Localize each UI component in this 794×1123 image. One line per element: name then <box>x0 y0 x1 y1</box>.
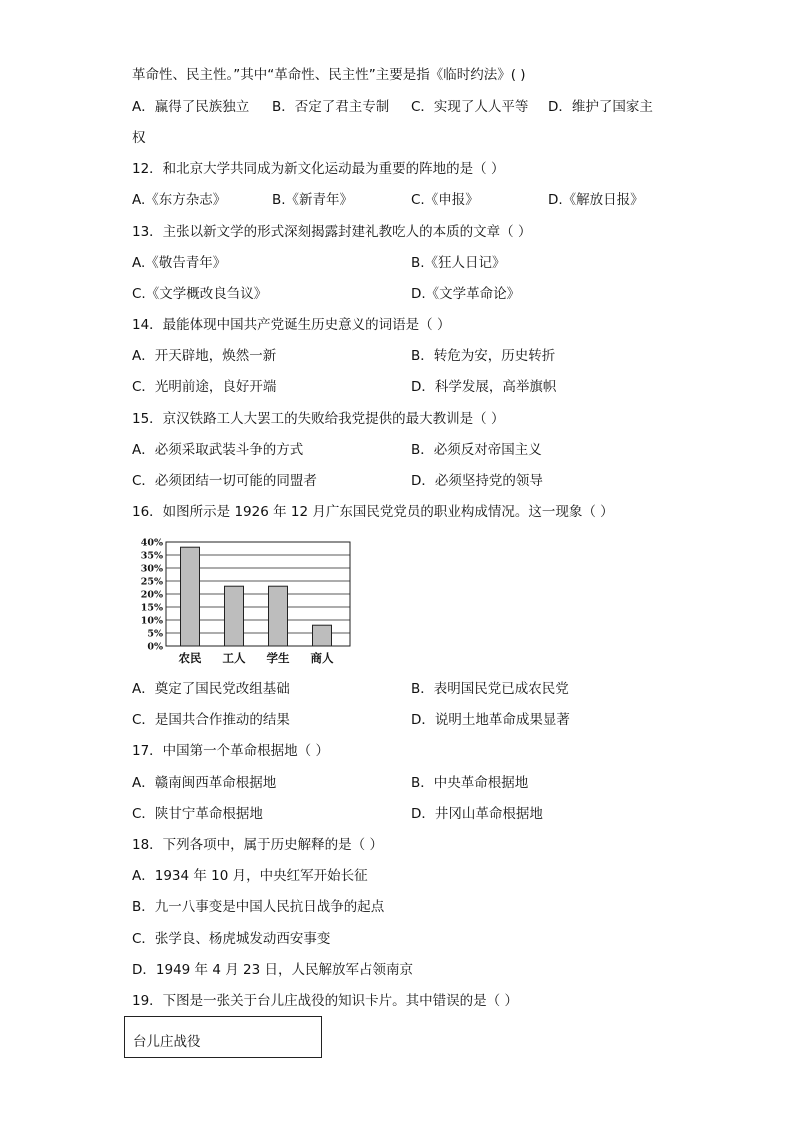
q15-option-d[interactable]: D．必须坚持党的领导 <box>411 473 543 489</box>
q12-option-a[interactable]: A.《东方杂志》 <box>132 192 227 208</box>
q12-stem: 12．和北京大学共同成为新文化运动最为重要的阵地的是（ ） <box>132 161 505 177</box>
chart-y-tick-label: 15% <box>140 602 163 614</box>
q16-option-d[interactable]: D．说明土地革命成果显著 <box>411 712 570 728</box>
q11-stem-tail: 革命性、民主性。”其中“革命性、民主性”主要是指《临时约法》( ) <box>132 67 526 83</box>
q17-option-a[interactable]: A．赣南闽西革命根据地 <box>132 775 277 791</box>
knowledge-card-title: 台儿庄战役 <box>133 1034 201 1050</box>
chart-x-tick-label: 商人 <box>310 651 334 665</box>
chart-y-tick-label: 10% <box>140 615 163 627</box>
q11-option-c[interactable]: C．实现了人人平等 <box>411 99 529 115</box>
chart-y-tick-label: 30% <box>140 563 163 575</box>
q12-option-b[interactable]: B.《新青年》 <box>272 192 354 208</box>
q16-option-a[interactable]: A．奠定了国民党改组基础 <box>132 681 290 697</box>
chart-y-tick-label: 5% <box>147 628 163 640</box>
q18-option-b[interactable]: B．九一八事变是中国人民抗日战争的起点 <box>132 899 385 915</box>
q11-option-d[interactable]: D．维护了国家主 <box>548 99 653 115</box>
q13-option-b[interactable]: B.《狂人日记》 <box>411 255 506 271</box>
q18-stem: 18．下列各项中，属于历史解释的是（ ） <box>132 837 383 853</box>
q14-option-d[interactable]: D．科学发展，高举旗帜 <box>411 379 557 395</box>
chart-y-tick-label: 35% <box>140 550 163 562</box>
q11-option-b[interactable]: B．否定了君主专制 <box>272 99 390 115</box>
q13-option-d[interactable]: D.《文学革命论》 <box>411 286 521 302</box>
q18-option-c[interactable]: C．张学良、杨虎城发动西安事变 <box>132 931 331 947</box>
q16-stem: 16．如图所示是 1926 年 12 月广东国民党党员的职业构成情况。这一现象（ ） <box>132 504 614 520</box>
q15-option-c[interactable]: C．必须团结一切可能的同盟者 <box>132 473 317 489</box>
q17-option-b[interactable]: B．中央革命根据地 <box>411 775 529 791</box>
q18-option-d[interactable]: D．1949 年 4 月 23 日，人民解放军占领南京 <box>132 962 413 978</box>
q13-stem: 13．主张以新文学的形式深刻揭露封建礼教吃人的本质的文章（ ） <box>132 224 532 240</box>
q14-stem: 14．最能体现中国共产党诞生历史意义的词语是（ ） <box>132 317 451 333</box>
chart-x-tick-label: 学生 <box>266 651 290 665</box>
chart-y-tick-label: 25% <box>140 576 163 588</box>
chart-x-tick-label: 农民 <box>178 651 202 665</box>
chart-bar-4 <box>313 625 332 646</box>
q15-option-a[interactable]: A．必须采取武装斗争的方式 <box>132 442 304 458</box>
chart-y-tick-label: 40% <box>140 537 163 549</box>
knowledge-card <box>124 1016 322 1058</box>
chart-bar-2 <box>225 586 244 646</box>
q17-stem: 17．中国第一个革命根据地（ ） <box>132 743 329 759</box>
q11-option-a[interactable]: A．赢得了民族独立 <box>132 99 250 115</box>
party-membership-bar-chart <box>128 536 360 666</box>
q11-option-d-continued: 权 <box>132 130 146 146</box>
q17-option-c[interactable]: C．陕甘宁革命根据地 <box>132 806 263 822</box>
q15-option-b[interactable]: B．必须反对帝国主义 <box>411 442 542 458</box>
q14-option-c[interactable]: C．光明前途，良好开端 <box>132 379 277 395</box>
chart-y-tick-label: 0% <box>147 641 163 653</box>
q15-stem: 15．京汉铁路工人大罢工的失败给我党提供的最大教训是（ ） <box>132 411 505 427</box>
q13-option-a[interactable]: A.《敬告青年》 <box>132 255 227 271</box>
q14-option-b[interactable]: B．转危为安，历史转折 <box>411 348 556 364</box>
q16-option-c[interactable]: C．是国共合作推动的结果 <box>132 712 290 728</box>
chart-bar-3 <box>269 586 288 646</box>
q12-option-c[interactable]: C.《申报》 <box>411 192 479 208</box>
q19-stem: 19．下图是一张关于台儿庄战役的知识卡片。其中错误的是（ ） <box>132 993 518 1009</box>
chart-y-tick-label: 20% <box>140 589 163 601</box>
q14-option-a[interactable]: A．开天辟地，焕然一新 <box>132 348 277 364</box>
q16-option-b[interactable]: B．表明国民党已成农民党 <box>411 681 569 697</box>
q17-option-d[interactable]: D．井冈山革命根据地 <box>411 806 543 822</box>
q18-option-a[interactable]: A．1934 年 10 月，中央红军开始长征 <box>132 868 368 884</box>
chart-x-tick-label: 工人 <box>222 651 246 665</box>
chart-bar-1 <box>181 547 200 646</box>
q13-option-c[interactable]: C.《文学概改良刍议》 <box>132 286 268 302</box>
q12-option-d[interactable]: D.《解放日报》 <box>548 192 644 208</box>
